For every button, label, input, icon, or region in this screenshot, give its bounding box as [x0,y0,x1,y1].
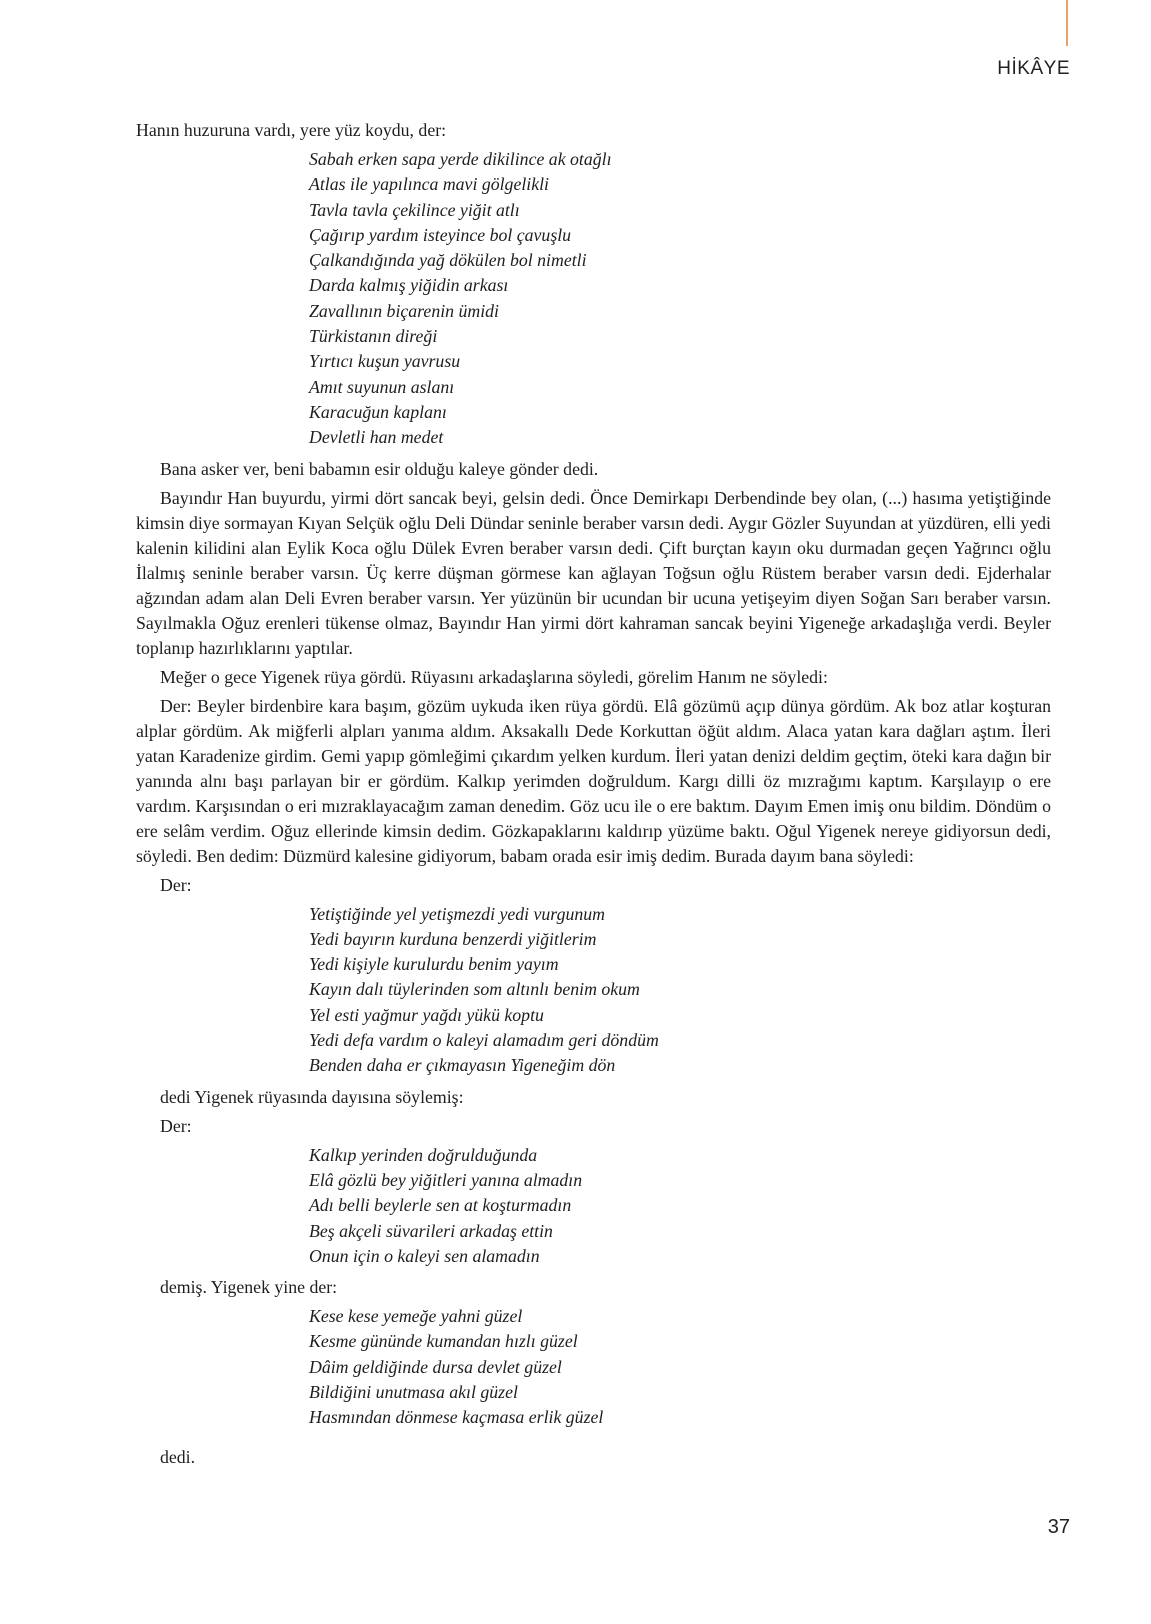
verse-line: Bildiğini unutmasa akıl güzel [309,1382,518,1403]
verse-block-2 [309,902,1051,1079]
verse-line: Yırtıcı kuşun yavrusu [309,351,461,372]
paragraph: Bana asker ver, beni babamın esir olduğu kaleye gönder dedi. [160,458,599,479]
verse-line: Çalkandığında yağ dökülen bol nimetli [309,250,587,271]
verse-line: Darda kalmış yiğidin arkası [309,275,509,296]
verse-line: Sabah erken sapa yerde dikilince ak otağlı [309,149,612,169]
verse-line: Karacuğun kaplanı [309,401,447,422]
paragraph: Meğer o gece Yigenek rüya gördü. Rüyasını arkadaşlarına söyledi, görelim Hanım ne söyledi: [160,666,828,687]
verse-line: Yel esti yağmur yağdı yükü koptu [309,1004,544,1025]
paragraph: Bayındır Han buyurdu, yirmi dört sancak beyi, gelsin dedi. Önce Demirkapı Derbendinde bey olan, (...) hasıma yetiştiğinde kimsin diye sormayan Kıyan Selçük oğlu Deli Dündar seninle beraber varsın dedi. Aygır Gözler Suyundan at yüzdüren, elli yedi kalenin kilidini alan Eylik Koca oğlu Dülek Evren beraber varsın dedi. Çift burçtan kayın oku durmadan geçen Yağrıncı oğlu İlalmış seninle beraber varsın. Üç kerre düşman görmese kan ağlayan Toğsun oğlu Rüstem beraber varsın dedi. Ejderhalar ağzından adam alan Deli Evren beraber varsın. Yer yüzünün bir ucundan bir ucuna yetişeyim diyen Soğan Sarı beraber varsın. Sayılmakla Oğuz erenleri tükense olmaz, Bayındır Han yirmi dört kahraman sancak beyini Yigeneğe arkadaşlığa verdi. Beyler toplanıp hazırlıklarını yaptılar. [136,487,1051,658]
verse-line: Dâim geldiğinde dursa devlet güzel [309,1356,562,1377]
verse-line: Çağırıp yardım isteyince bol çavuşlu [309,224,572,245]
verse-line: Türkistanın direği [309,326,438,347]
verse-line: Kese kese yemeğe yahni güzel [309,1306,523,1327]
verse-line: Yedi bayırın kurduna benzerdi yiğitlerim [309,928,597,949]
verse-line: Yetiştiğinde yel yetişmezdi yedi vurgunum [309,903,605,924]
section-label: HİKÂYE [997,58,1070,79]
verse-outro: dedi Yigenek rüyasında dayısına söylemiş: [160,1086,464,1107]
header-accent-line [1066,0,1068,46]
closing-line: dedi. [160,1446,196,1467]
verse-line: Kayın dalı tüylerinden som altınlı benim okum [309,979,640,1000]
verse-block-3 [309,1143,1051,1269]
verse-line: Onun için o kaleyi sen alamadın [309,1245,540,1266]
verse-block-1 [309,147,1051,451]
verse-line: Elâ gözlü bey yiğitleri yanına almadın [309,1169,583,1190]
verse-line: Yedi kişiyle kurulurdu benim yayım [309,954,559,975]
page-content [136,118,1051,1474]
verse-line: Yedi defa vardım o kaleyi alamadım geri döndüm [309,1030,659,1051]
opening-line: Hanın huzuruna vardı, yere yüz koydu, der: [136,120,447,140]
verse-line: Atlas ile yapılınca mavi gölgelikli [309,174,549,195]
verse-line: Hasmından dönmese kaçmasa erlik güzel [309,1407,604,1428]
verse-line: Kalkıp yerinden doğrulduğunda [309,1144,538,1165]
verse-line: Tavla tavla çekilince yiğit atlı [309,199,520,220]
verse-line: Zavallının biçarenin ümidi [309,300,499,321]
verse-block-4 [309,1304,1051,1430]
verse-intro: Der: [160,1115,192,1136]
verse-line: Kesme gününde kumandan hızlı güzel [309,1331,578,1352]
verse-line: Devletli han medet [309,427,444,448]
verse-intro: Der: [160,874,192,895]
verse-outro: demiş. Yigenek yine der: [160,1277,338,1298]
paragraph: Der: Beyler birdenbire kara başım, gözüm uykuda iken rüya gördü. Elâ gözümü açıp dünya gördüm. Ak boz atlar koşturan alplar gördüm. Ak miğferli alpları yanıma aldım. Aksakallı Dede Korkuttan öğüt aldım. Alaca yatan kara dağları aştım. İleri yatan Karadenize girdim. Gemi yapıp gömleğimi çıkardım yelken kurdum. İleri yatan denizi deldim geçtim, öteki kara dağın bir yanında alnı başı parlayan bir er gördüm. Kalkıp yerimden doğruldum. Kargı dilli öz mızrağımı kaptım. Karşılayıp o ere vardım. Karşısından o eri mızraklayacağım zaman denedim. Göz ucu ile o ere baktım. Dayım Emen imiş onu bildim. Döndüm o ere selâm verdim. Oğuz ellerinde kimsin dedim. Gözkapaklarını kaldırıp yüzüme baktı. Oğul Yigenek nereye gidiyorsun dedi, söyledi. Ben dedim: Düzmürd kalesine gidiyorum, babam orada esir imiş dedim. Burada dayım bana söyledi: [136,695,1051,866]
verse-line: Beş akçeli süvarileri arkadaş ettin [309,1220,553,1241]
verse-line: Benden daha er çıkmayasın Yigeneğim dön [309,1055,616,1076]
verse-line: Amıt suyunun aslanı [309,376,455,397]
verse-line: Adı belli beylerle sen at koşturmadın [309,1195,572,1216]
page-number: 37 [1047,1516,1070,1538]
